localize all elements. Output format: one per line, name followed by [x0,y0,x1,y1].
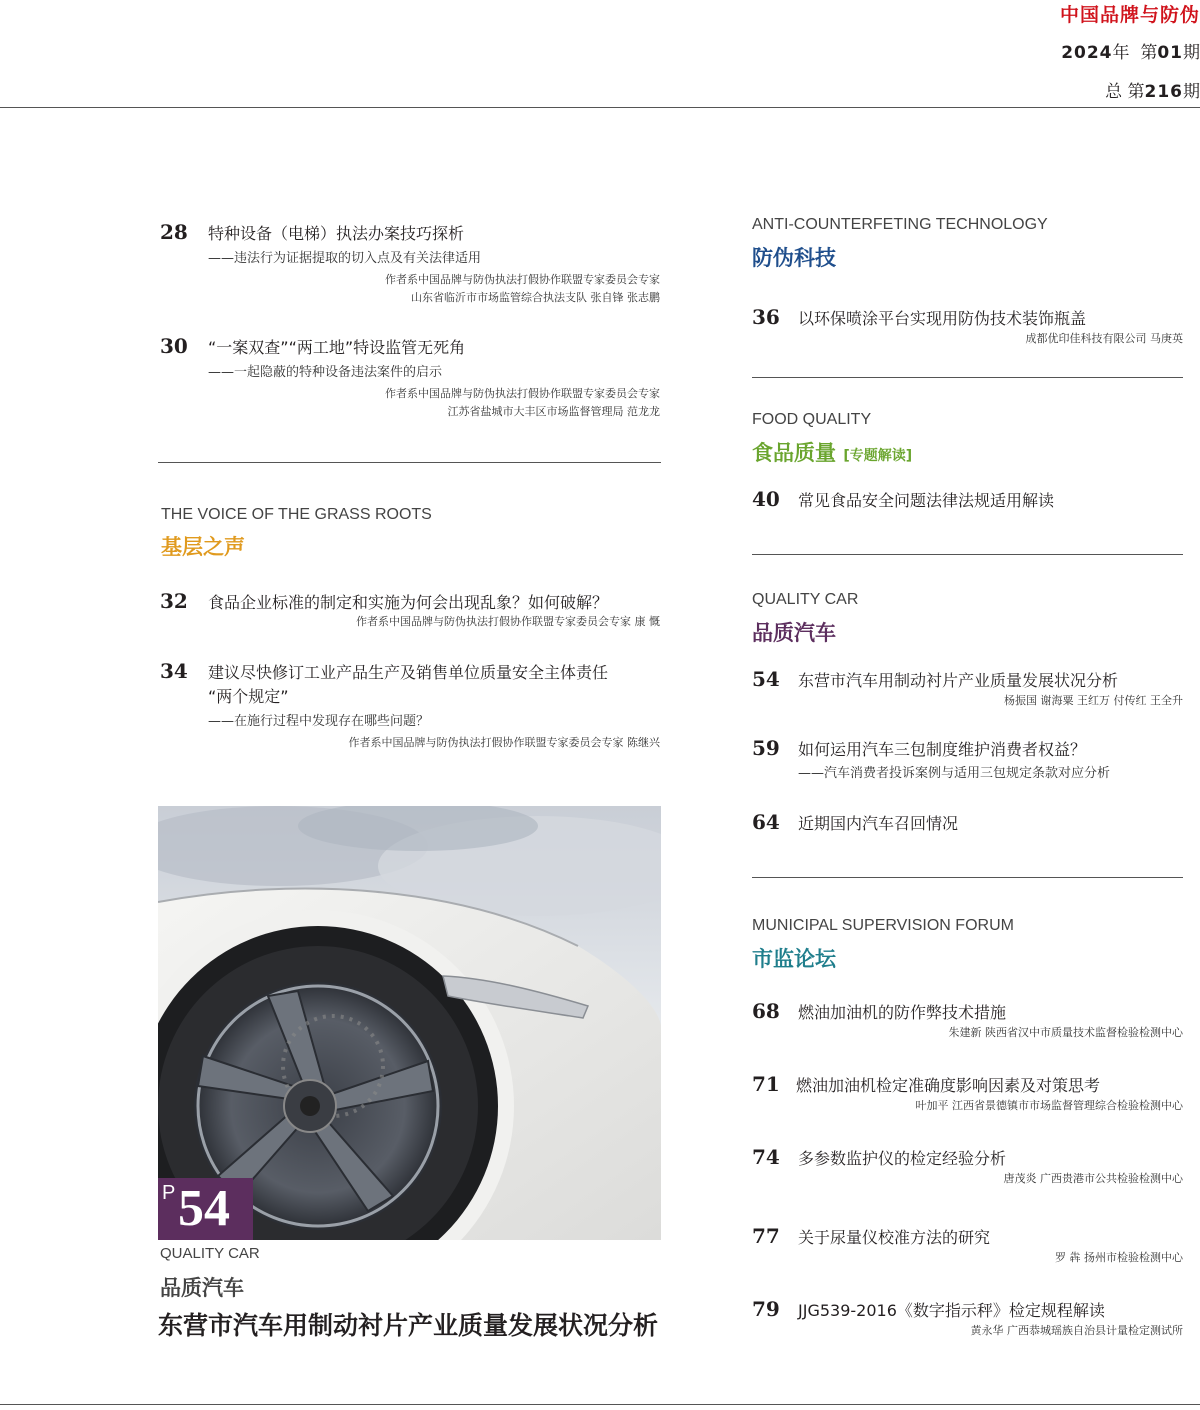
article-page-number: 28 [160,220,188,244]
total-unit: 期 [1183,82,1200,102]
article-author: 山东省临沂市市场监管综合执法支队 张自锋 张志鹏 [411,291,660,304]
article-title[interactable]: 常见食品安全问题法律法规适用解读 [798,491,1055,510]
article-author: 黄永华 广西恭城瑶族自治县计量检定测试所 [970,1324,1183,1337]
page-badge-number: 54 [178,1180,230,1237]
section-title-cn: 市监论坛 [752,947,836,971]
article-title[interactable]: 多参数监护仪的检定经验分析 [798,1149,1007,1168]
article-page-number: 40 [752,487,780,511]
section-title-en: MUNICIPAL SUPERVISION FORUM [752,917,1014,934]
article-author: 罗 犇 扬州市检验检测中心 [1055,1251,1183,1264]
page-badge [158,1178,253,1240]
article-author: 成都优印佳科技有限公司 马庚英 [1025,332,1183,345]
issue-number: 01 [1157,43,1183,63]
article-title-line2: “两个规定” [208,687,289,706]
section-title-en: FOOD QUALITY [752,411,872,428]
article-author: 作者系中国品牌与防伪执法打假协作联盟专家委员会专家 [385,273,660,286]
feature-section-cn: 品质汽车 [160,1276,244,1300]
article-title[interactable]: 近期国内汽车召回情况 [798,814,959,833]
article-author: 作者系中国品牌与防伪执法打假协作联盟专家委员会专家 康 慨 [356,615,660,628]
section-divider [158,462,661,463]
article-page-number: 79 [752,1297,780,1321]
car-wheel-illustration [158,806,661,1240]
article-page-number: 59 [752,736,780,760]
article-subtitle: ——汽车消费者投诉案例与适用三包规定条款对应分析 [798,766,1111,781]
footer-divider [0,1404,1200,1405]
article-title[interactable]: “一案双查”“两工地”特设监管无死角 [208,338,466,357]
article-author: 叶加平 江西省景德镇市市场监督管理综合检验检测中心 [915,1099,1183,1112]
article-page-number: 32 [160,589,188,613]
article-subtitle: ——一起隐蔽的特种设备违法案件的启示 [208,365,443,380]
article-title[interactable]: 如何运用汽车三包制度维护消费者权益？ [798,740,1087,759]
article-page-number: 34 [160,659,188,683]
section-title-en: QUALITY CAR [752,591,859,608]
section-title-en: ANTI-COUNTERFETING TECHNOLOGY [752,216,1048,233]
article-title[interactable]: 东营市汽车用制动衬片产业质量发展状况分析 [798,671,1119,690]
article-author: 作者系中国品牌与防伪执法打假协作联盟专家委员会专家 [385,387,660,400]
issue-year-unit: 年 [1112,43,1130,63]
article-title[interactable]: JJG539-2016《数字指示秤》检定规程解读 [798,1301,1105,1320]
article-page-number: 74 [752,1145,780,1169]
issue-prefix: 第 [1140,43,1158,63]
feature-section-en: QUALITY CAR [160,1245,260,1262]
section-divider [752,377,1183,378]
article-title[interactable]: 特种设备（电梯）执法办案技巧探析 [208,224,465,243]
issue-line [1061,38,1200,63]
section-divider [752,877,1183,878]
article-page-number: 68 [752,999,780,1023]
header-divider [0,107,1200,108]
article-author: 作者系中国品牌与防伪执法打假协作联盟专家委员会专家 陈继兴 [348,736,660,749]
article-page-number: 30 [160,334,188,358]
issue-year: 2024 [1061,43,1113,63]
section-title-cn-text: 食品质量 [752,441,836,465]
article-page-number: 77 [752,1224,780,1248]
article-title[interactable]: 以环保喷涂平台实现用防伪技术装饰瓶盖 [798,309,1087,328]
article-subtitle: ——在施行过程中发现存在哪些问题？ [208,714,430,729]
section-title-cn: 品质汽车 [752,621,836,645]
article-page-number: 54 [752,667,780,691]
article-title[interactable]: 燃油加油机检定准确度影响因素及对策思考 [796,1076,1101,1095]
total-number: 216 [1144,82,1183,102]
feature-title[interactable]: 东营市汽车用制动衬片产业质量发展状况分析 [158,1311,659,1340]
article-title[interactable]: 食品企业标准的制定和实施为何会出现乱象？如何破解？ [208,593,609,612]
section-title-cn: 基层之声 [161,535,245,559]
section-title-en: THE VOICE OF THE GRASS ROOTS [161,506,432,523]
article-title[interactable]: 建议尽快修订工业产品生产及销售单位质量安全主体责任 [208,663,609,682]
issue-unit: 期 [1183,43,1200,63]
article-page-number: 64 [752,810,780,834]
article-title[interactable]: 燃油加油机的防作弊技术措施 [798,1003,1007,1022]
section-divider [752,554,1183,555]
article-author: 唐茂炎 广西贵港市公共检验检测中心 [1003,1172,1183,1185]
total-prefix: 总 第 [1105,82,1145,102]
article-page-number: 36 [752,305,780,329]
section-tag: [专题解读] [843,448,913,464]
article-page-number: 71 [752,1072,780,1096]
article-title[interactable]: 关于尿量仪校准方法的研究 [798,1228,991,1247]
page-badge-letter: P [162,1182,176,1204]
magazine-title: 中国品牌与防伪 [1059,4,1200,26]
feature-car-photo[interactable] [158,806,661,1240]
article-subtitle: ——违法行为证据提取的切入点及有关法律适用 [208,251,482,266]
article-author: 杨振国 谢海粟 王红万 付传红 王全升 [1004,694,1183,707]
section-title-cn [752,437,912,467]
article-author: 朱建新 陕西省汉中市质量技术监督检验检测中心 [948,1026,1183,1039]
article-author: 江苏省盐城市大丰区市场监督管理局 范龙龙 [447,405,660,418]
section-title-cn: 防伪科技 [752,246,836,270]
total-issue-line [1105,77,1200,102]
